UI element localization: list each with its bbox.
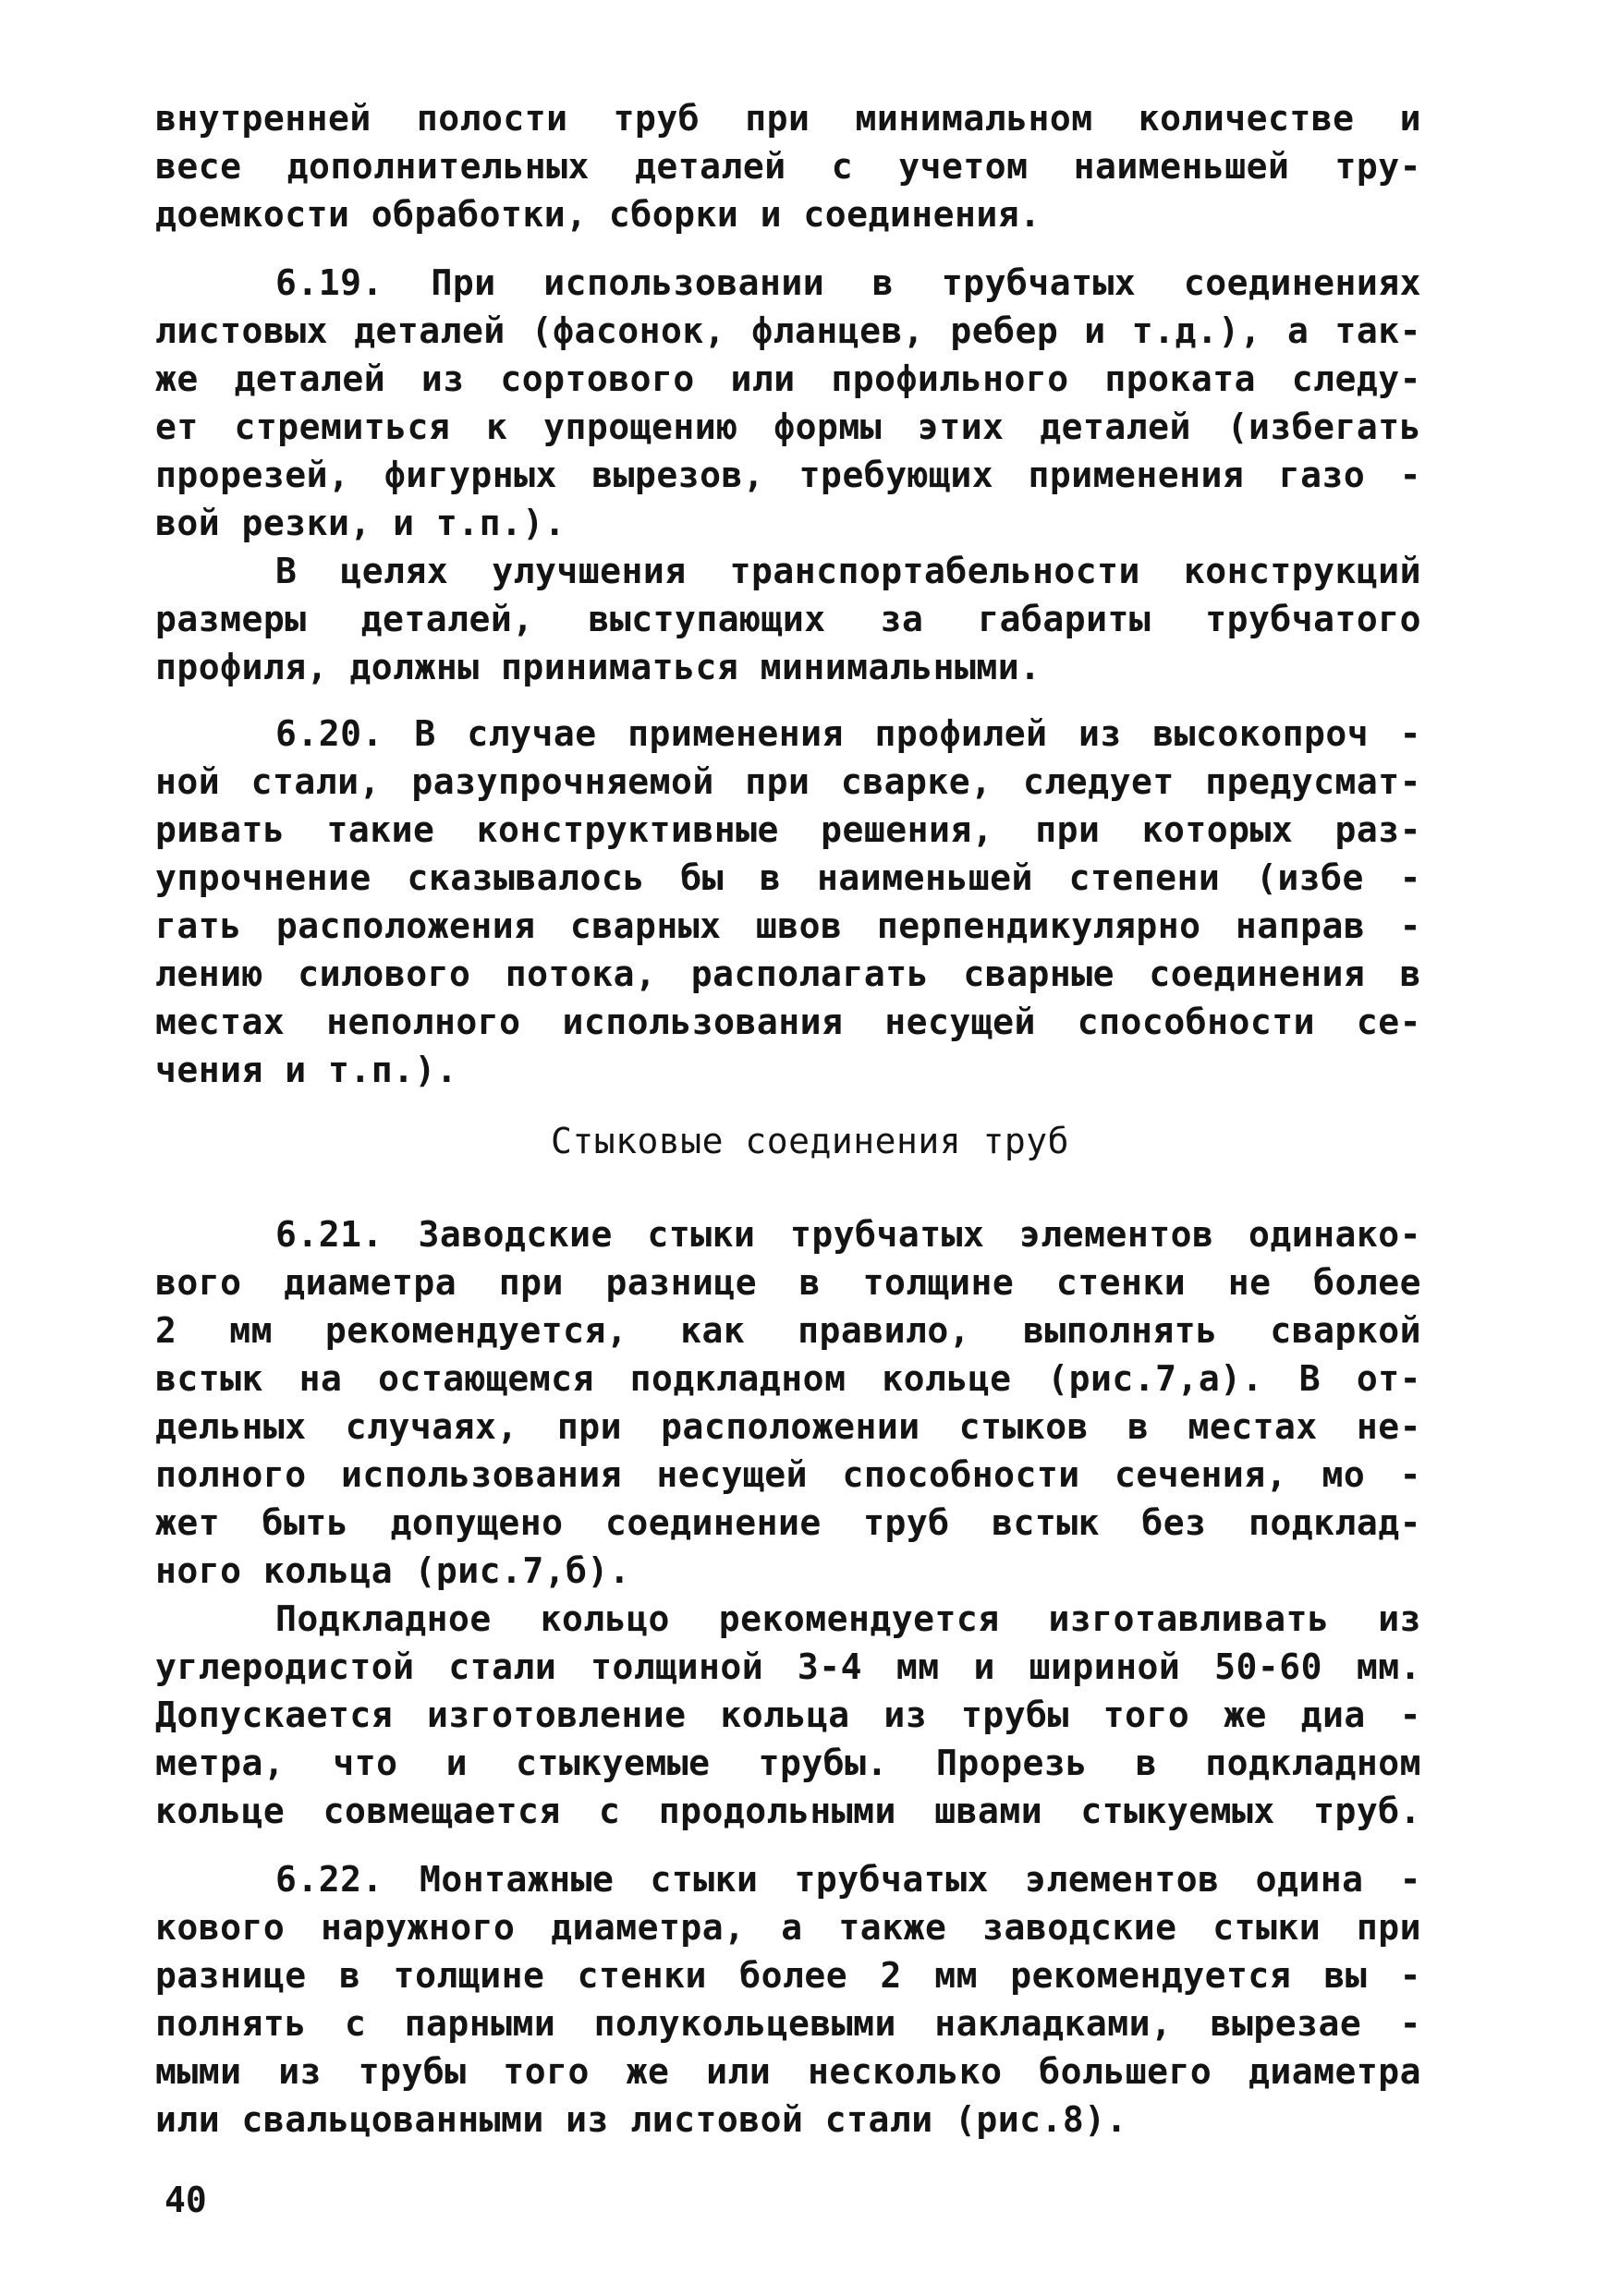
text-line: гать расположения сварных швов перпендикулярно направ - bbox=[155, 905, 1421, 946]
text-line: внутренней полости труб при минимальном количестве и bbox=[155, 98, 1421, 139]
page-number: 40 bbox=[164, 2180, 207, 2220]
text-line: встык на остающемся подкладном кольце (рис.7,а). В от- bbox=[155, 1358, 1421, 1399]
text-line: профиля, должны приниматься минимальными. bbox=[155, 647, 1041, 687]
text-line: дельных случаях, при расположении стыков в местах не- bbox=[155, 1406, 1421, 1447]
text-line: 6.21. Заводские стыки трубчатых элементов одинако- bbox=[275, 1214, 1421, 1255]
text-line: листовых деталей (фасонок, фланцев, ребер и т.д.), а так- bbox=[155, 310, 1421, 351]
text-line: вой резки, и т.п.). bbox=[155, 503, 566, 543]
text-line: упрочнение сказывалось бы в наименьшей степени (избе - bbox=[155, 857, 1421, 898]
section-heading: Стыковые соединения труб bbox=[550, 1121, 1070, 1161]
text-line: 6.20. В случае применения профилей из высокопроч - bbox=[275, 713, 1421, 754]
text-line: метра, что и стыкуемые трубы. Прорезь в подкладном bbox=[155, 1743, 1421, 1783]
text-line: же деталей из сортового или профильного проката следу- bbox=[155, 358, 1421, 399]
text-line: жет быть допущено соединение труб встык без подклад- bbox=[155, 1502, 1421, 1543]
text-line: чения и т.п.). bbox=[155, 1050, 458, 1090]
text-line: ной стали, разупрочняемой при сварке, следует предусмат- bbox=[155, 761, 1421, 802]
text-line: лению силового потока, располагать сварные соединения в bbox=[155, 954, 1421, 994]
text-line: ет стремиться к упрощению формы этих деталей (избегать bbox=[155, 407, 1421, 447]
text-line: В целях улучшения транспортабельности конструкций bbox=[275, 551, 1421, 591]
text-line: местах неполного использования несущей способности се- bbox=[155, 1002, 1421, 1042]
text-line: кового наружного диаметра, а также заводские стыки при bbox=[155, 1907, 1421, 1948]
text-line: полного использования несущей способности сечения, мо - bbox=[155, 1454, 1421, 1495]
text-line: 6.22. Монтажные стыки трубчатых элементов одина - bbox=[275, 1859, 1421, 1900]
text-line: 2 мм рекомендуется, как правило, выполнять сваркой bbox=[155, 1310, 1421, 1351]
text-line: прорезей, фигурных вырезов, требующих применения газо - bbox=[155, 455, 1421, 495]
text-line: вого диаметра при разнице в толщине стенки не более bbox=[155, 1262, 1421, 1303]
text-line: полнять с парными полукольцевыми накладками, вырезае - bbox=[155, 2003, 1421, 2044]
text-line: Допускается изготовление кольца из трубы того же диа - bbox=[155, 1695, 1421, 1735]
text-line: Подкладное кольцо рекомендуется изготавливать из bbox=[275, 1598, 1421, 1639]
text-line: ривать такие конструктивные решения, при которых раз- bbox=[155, 809, 1421, 850]
text-line: или свальцованными из листовой стали (рис.8). bbox=[155, 2099, 1128, 2140]
text-line: разнице в толщине стенки более 2 мм рекомендуется вы - bbox=[155, 1955, 1421, 1996]
text-line: доемкости обработки, сборки и соединения. bbox=[155, 194, 1041, 235]
text-line: весе дополнительных деталей с учетом наименьшей тру- bbox=[155, 146, 1421, 187]
text-line: ного кольца (рис.7,б). bbox=[155, 1550, 631, 1591]
text-line: 6.19. При использовании в трубчатых соединениях bbox=[275, 262, 1421, 303]
text-line: размеры деталей, выступающих за габариты трубчатого bbox=[155, 599, 1421, 639]
text-line: мыми из трубы того же или несколько большего диаметра bbox=[155, 2051, 1421, 2092]
text-line: углеродистой стали толщиной 3-4 мм и шириной 50-60 мм. bbox=[155, 1646, 1421, 1687]
text-line: кольце совмещается с продольными швами стыкуемых труб. bbox=[155, 1791, 1421, 1831]
